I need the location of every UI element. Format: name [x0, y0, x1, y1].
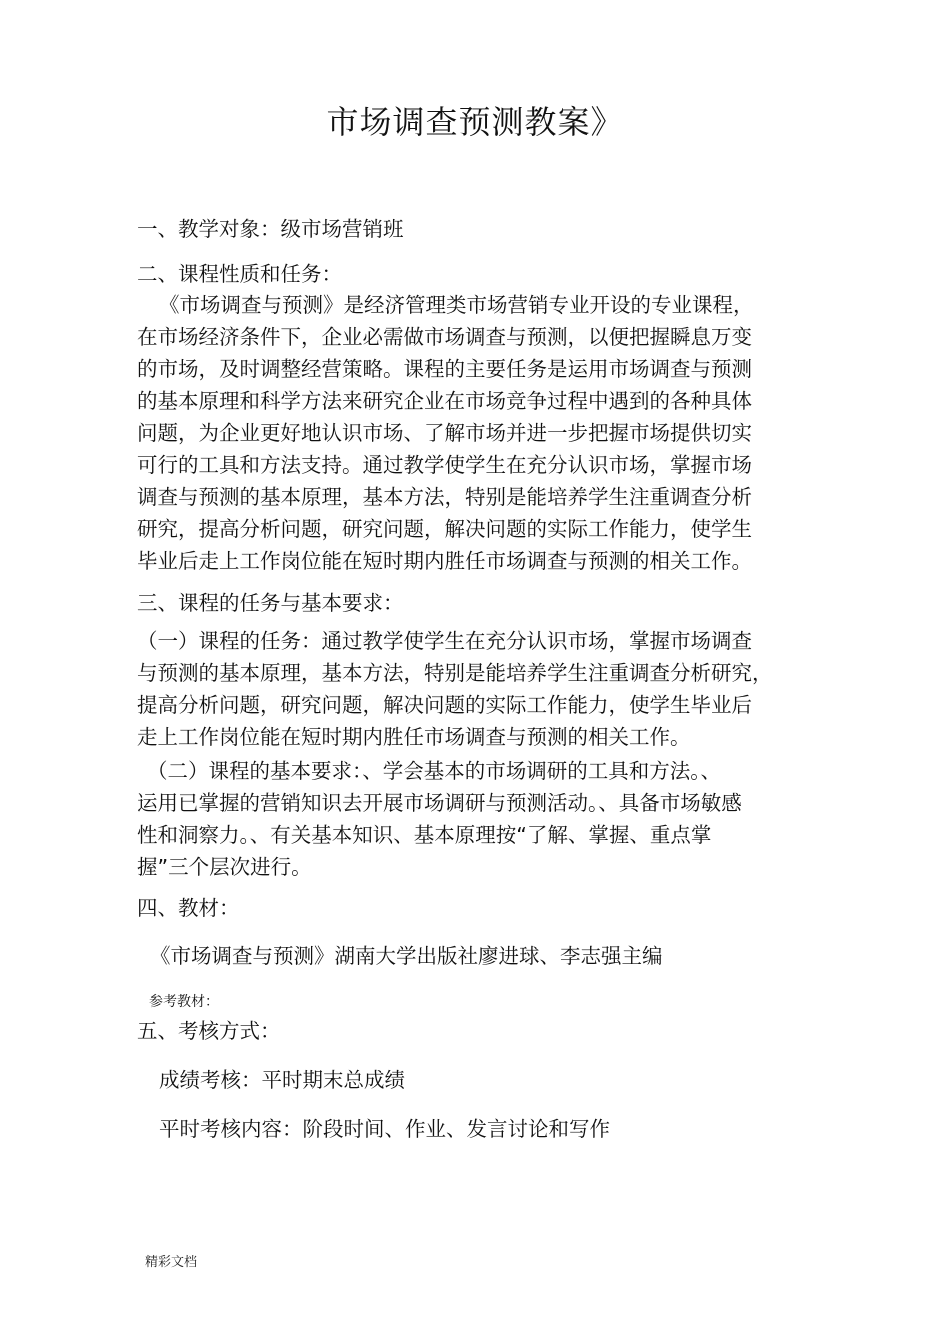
- paragraph-line: 的基本原理和科学方法来研究企业在市场竞争过程中遇到的各种具体: [137, 389, 752, 413]
- paragraph-line: 提高分析问题，研究问题，解决问题的实际工作能力，使学生毕业后: [137, 693, 752, 717]
- section-textbook-heading: 四、教材：: [137, 896, 240, 920]
- paragraph-line: 可行的工具和方法支持。通过教学使学生在充分认识市场，掌握市场: [137, 453, 752, 477]
- paragraph-line: 《市场调查与预测》是经济管理类市场营销专业开设的专业课程，: [159, 293, 754, 317]
- paragraph-line: 问题，为企业更好地认识市场、了解市场并进一步把握市场提供切实: [137, 421, 752, 445]
- paragraph-line: 走上工作岗位能在短时期内胜任市场调查与预测的相关工作。: [137, 725, 691, 749]
- paragraph-line: 性和洞察力。、有关基本知识、基本原理按“了解、掌握、重点掌: [137, 823, 712, 847]
- grading-method: 成绩考核：平时期末总成绩: [159, 1068, 405, 1092]
- footer-text: 精彩文档: [145, 1255, 198, 1270]
- reference-textbook-label: 参考教材：: [149, 994, 219, 1010]
- paragraph-line: 研究，提高分析问题，研究问题，解决问题的实际工作能力，使学生: [137, 517, 752, 541]
- page-title: 市场调查预测教案》: [326, 103, 624, 141]
- paragraph-line: 的市场，及时调整经营策略。课程的主要任务是运用市场调查与预测: [137, 357, 752, 381]
- section-teaching-target: 一、教学对象：级市场营销班: [137, 217, 404, 241]
- paragraph-line: （一）课程的任务：通过教学使学生在充分认识市场，掌握市场调查: [137, 629, 752, 653]
- regular-assessment-content: 平时考核内容：阶段时间、作业、发言讨论和写作: [159, 1117, 610, 1141]
- paragraph-line: 调查与预测的基本原理，基本方法，特别是能培养学生注重调查分析: [137, 485, 752, 509]
- paragraph-line: 毕业后走上工作岗位能在短时期内胜任市场调查与预测的相关工作。: [137, 549, 752, 573]
- paragraph-line: （二）课程的基本要求：、学会基本的市场调研的工具和方法。、: [147, 759, 721, 783]
- section-assessment-heading: 五、考核方式：: [137, 1019, 281, 1043]
- section-tasks-requirements-heading: 三、课程的任务与基本要求：: [137, 591, 404, 615]
- paragraph-line: 在市场经济条件下，企业必需做市场调查与预测，以便把握瞬息万变: [137, 325, 752, 349]
- paragraph-line: 握”三个层次进行。: [137, 855, 312, 879]
- paragraph-line: 运用已掌握的营销知识去开展市场调研与预测活动。、具备市场敏感: [137, 791, 742, 815]
- textbook-entry: 《市场调查与预测》湖南大学出版社廖进球、李志强主编: [150, 944, 663, 968]
- paragraph-line: 与预测的基本原理，基本方法，特别是能培养学生注重调查分析研究，: [137, 661, 773, 685]
- section-course-nature-heading: 二、课程性质和任务：: [137, 262, 342, 286]
